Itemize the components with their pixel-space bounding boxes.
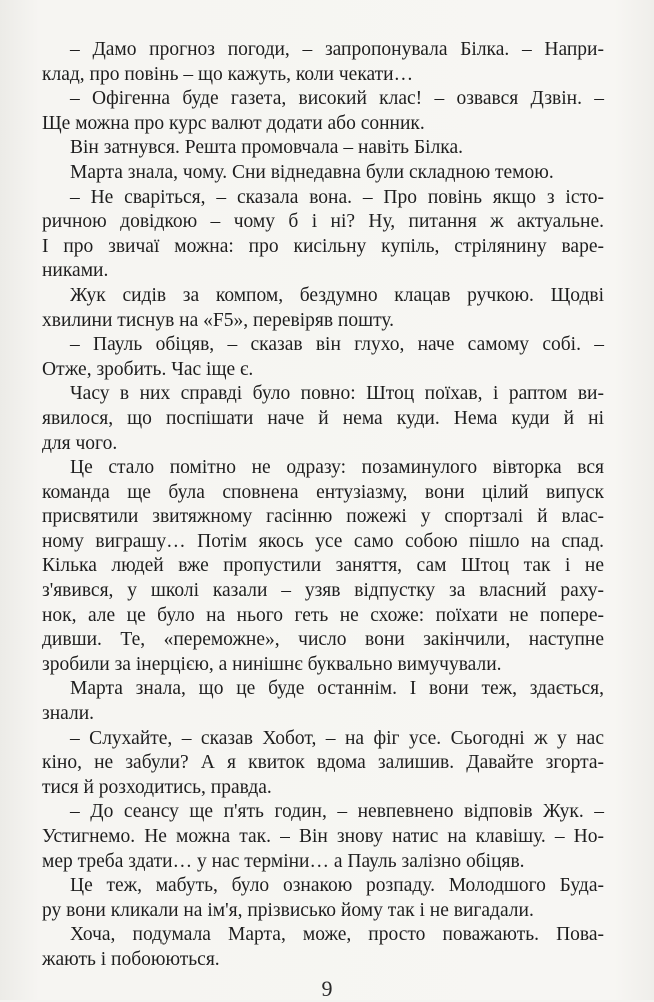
text-line: нок, але це було на нього геть не схоже: поїхати не попере-	[42, 604, 604, 626]
text-line: никами.	[42, 260, 109, 282]
text-line: ричною довідкою – чому б і ні? Ну, питання ж актуальне.	[42, 211, 604, 233]
text-line: Марта знала, чому. Сни віднедавна були складною темою.	[70, 161, 554, 183]
text-line: з'явився, у школі казали – узяв відпустку за власний раху-	[42, 580, 604, 602]
text-line: – До сеансу ще п'ять годин, – невпевнено відповів Жук. –	[70, 801, 604, 823]
text-line: явилося, що поспішати наче й нема куди. Нема куди й ні	[42, 407, 604, 429]
text-line: тися й розходитись, правда.	[42, 776, 272, 798]
text-line: мер треба здати… у нас терміни… а Пауль залізно обіцяв.	[42, 850, 525, 872]
text-line: Це теж, мабуть, було ознакою розпаду. Молодшого Буда-	[70, 875, 604, 897]
text-line: знали.	[42, 703, 95, 725]
text-line: Жук сидів за компом, бездумно клацав ручкою. Щодві	[70, 284, 604, 306]
text-line: кіно, не забули? А я квиток вдома залишив. Давайте згорта-	[42, 752, 604, 774]
text-line: – Не сваріться, – сказала вона. – Про повінь якщо з істо-	[70, 186, 604, 208]
text-line: для чого.	[42, 432, 118, 454]
text-line: клад, про повінь – що кажуть, коли чекати…	[42, 63, 414, 85]
text-line: І про звичаї можна: про кисільну купіль, стрілянину варе-	[42, 235, 604, 257]
text-line: Це стало помітно не одразу: позаминулого вівторка вся	[70, 457, 604, 479]
text-line: дивши. Те, «переможне», число вони закінчили, наступне	[42, 629, 604, 651]
body-text	[42, 38, 604, 973]
text-line: Устигнемо. Не можна так. – Він знову натис на клавішу. – Но-	[42, 826, 604, 847]
text-line: Марта знала, що це буде останнім. І вони теж, здається,	[70, 678, 604, 700]
text-line: жають і побоюються.	[42, 948, 220, 970]
text-line: хвилини тиснув на «F5», перевіряв пошту.	[42, 309, 395, 331]
text-line: – Пауль обіцяв, – сказав він глухо, наче самому собі. –	[70, 334, 604, 356]
page-number: 9	[321, 976, 333, 1001]
text-line: Кілька людей вже пропустили заняття, сам Штоц так і не	[42, 555, 604, 577]
text-line: Він затнувся. Решта промовчала – навіть Білка.	[70, 137, 464, 159]
text-line: ному виграшу… Потім якось усе само собою пішло на спад.	[42, 530, 604, 552]
text-line: зробили за інерцією, а нинішнє буквально вимучували.	[42, 653, 502, 675]
text-line: – Офігенна буде газета, високий клас! – озвався Дзвін. –	[70, 88, 604, 110]
text-line: – Слухайте, – сказав Хобот, – на фіг усе. Сьогодні ж у нас	[70, 727, 604, 749]
text-line: Ще можна про курс валют додати або сонник.	[42, 112, 425, 134]
text-line: присвятили звитяжному гасінню пожежі у спортзалі й влас-	[42, 506, 604, 528]
text-line: Часу в них справді було повно: Штоц поїхав, і раптом ви-	[70, 383, 604, 405]
text-line: ру вони кликали на ім'я, прізвисько йому так і не вигадали.	[42, 899, 534, 921]
text-line: Хоча, подумала Марта, може, просто поважають. Пова-	[70, 924, 604, 946]
text-line: команда ще була сповнена ентузіазму, вони цілий випуск	[42, 481, 604, 503]
text-line: – Дамо прогноз погоди, – запропонувала Білка. – Напри-	[70, 39, 604, 60]
text-line: Отже, зробить. Час іще є.	[42, 358, 254, 380]
